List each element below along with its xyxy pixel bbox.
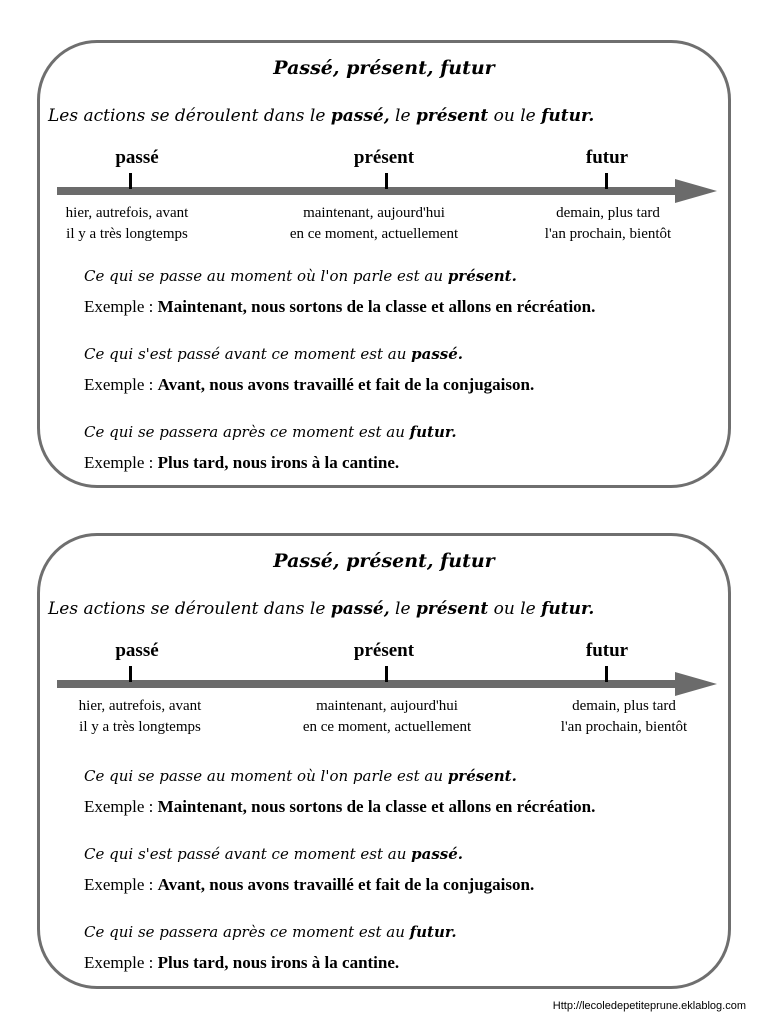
intro-text: ou le — [488, 599, 542, 619]
past-words — [66, 203, 189, 245]
rule-present — [84, 267, 517, 285]
rule-past — [84, 845, 463, 863]
rule-text: Ce qui se passera après ce moment est au — [84, 923, 410, 941]
example-text: Avant, nous avons travaillé et fait de la conjugaison. — [157, 375, 535, 394]
present-word-line: en ce moment, actuellement — [289, 226, 459, 242]
lesson-card-2 — [37, 533, 731, 989]
card-title: Passé, présent, futur — [273, 550, 495, 572]
intro-text: ou le — [488, 106, 542, 126]
past-words — [79, 696, 202, 738]
rule-text: Ce qui se passe au moment où l'on parle est au — [84, 767, 448, 785]
example-text: Plus tard, nous irons à la cantine. — [157, 953, 400, 972]
example-label: Exemple : — [84, 797, 158, 816]
future-word-line: demain, plus tard — [572, 698, 676, 714]
rule-past — [84, 345, 463, 363]
timeline-arrow — [57, 173, 717, 203]
intro-keyword-past: passé, — [330, 599, 390, 619]
label-future: futur — [585, 147, 629, 168]
example-text: Plus tard, nous irons à la cantine. — [157, 453, 400, 472]
past-word-line: il y a très longtemps — [79, 719, 201, 735]
example-label: Exemple : — [84, 875, 158, 894]
rule-present — [84, 767, 517, 785]
example-past — [84, 375, 534, 395]
example-present — [84, 797, 595, 817]
timeline-arrow — [57, 666, 717, 696]
example-text: Maintenant, nous sortons de la classe et allons en récréation. — [157, 297, 596, 316]
rule-text: Ce qui se passe au moment où l'on parle est au — [84, 267, 448, 285]
past-word-line: hier, autrefois, avant — [65, 205, 189, 221]
present-word-line: maintenant, aujourd'hui — [316, 698, 458, 714]
rule-future — [84, 923, 457, 941]
rule-keyword: passé. — [411, 345, 464, 363]
future-word-line: l'an prochain, bientôt — [560, 719, 688, 735]
label-future: futur — [585, 640, 629, 661]
label-past: passé — [115, 147, 159, 168]
label-present: présent — [353, 147, 415, 168]
example-future — [84, 453, 399, 473]
past-word-line: hier, autrefois, avant — [78, 698, 202, 714]
rule-keyword: futur. — [409, 423, 457, 441]
card-title: Passé, présent, futur — [273, 57, 495, 79]
example-text: Avant, nous avons travaillé et fait de la conjugaison. — [157, 875, 535, 894]
example-text: Maintenant, nous sortons de la classe et allons en récréation. — [157, 797, 596, 816]
rule-keyword: présent. — [447, 767, 517, 785]
intro-keyword-present: présent — [415, 599, 489, 619]
rule-keyword: présent. — [447, 267, 517, 285]
rule-future — [84, 423, 457, 441]
intro-text: Les actions se déroulent dans le — [48, 106, 331, 126]
label-past: passé — [115, 640, 159, 661]
rule-keyword: passé. — [411, 845, 464, 863]
rule-keyword: futur. — [409, 923, 457, 941]
lesson-card-1 — [37, 40, 731, 488]
present-words — [290, 203, 458, 245]
intro-text: le — [389, 599, 416, 619]
rule-text: Ce qui s'est passé avant ce moment est au — [84, 845, 412, 863]
intro-sentence — [48, 599, 594, 619]
example-future — [84, 953, 399, 973]
intro-keyword-future: futur. — [541, 106, 595, 126]
intro-keyword-present: présent — [415, 106, 489, 126]
example-label: Exemple : — [84, 297, 158, 316]
present-word-line: en ce moment, actuellement — [302, 719, 472, 735]
future-word-line: demain, plus tard — [556, 205, 660, 221]
intro-text: Les actions se déroulent dans le — [48, 599, 331, 619]
intro-text: le — [389, 106, 416, 126]
present-word-line: maintenant, aujourd'hui — [303, 205, 445, 221]
present-words — [303, 696, 471, 738]
intro-keyword-past: passé, — [330, 106, 390, 126]
past-word-line: il y a très longtemps — [66, 226, 188, 242]
example-past — [84, 875, 534, 895]
footer-url: Http://lecoledepetiteprune.eklablog.com — [552, 1000, 746, 1012]
intro-sentence — [48, 106, 594, 126]
future-words — [545, 203, 671, 245]
example-present — [84, 297, 595, 317]
rule-text: Ce qui se passera après ce moment est au — [84, 423, 410, 441]
rule-text: Ce qui s'est passé avant ce moment est au — [84, 345, 412, 363]
future-words — [561, 696, 687, 738]
future-word-line: l'an prochain, bientôt — [544, 226, 672, 242]
example-label: Exemple : — [84, 453, 158, 472]
label-present: présent — [353, 640, 415, 661]
example-label: Exemple : — [84, 953, 158, 972]
example-label: Exemple : — [84, 375, 158, 394]
intro-keyword-future: futur. — [541, 599, 595, 619]
